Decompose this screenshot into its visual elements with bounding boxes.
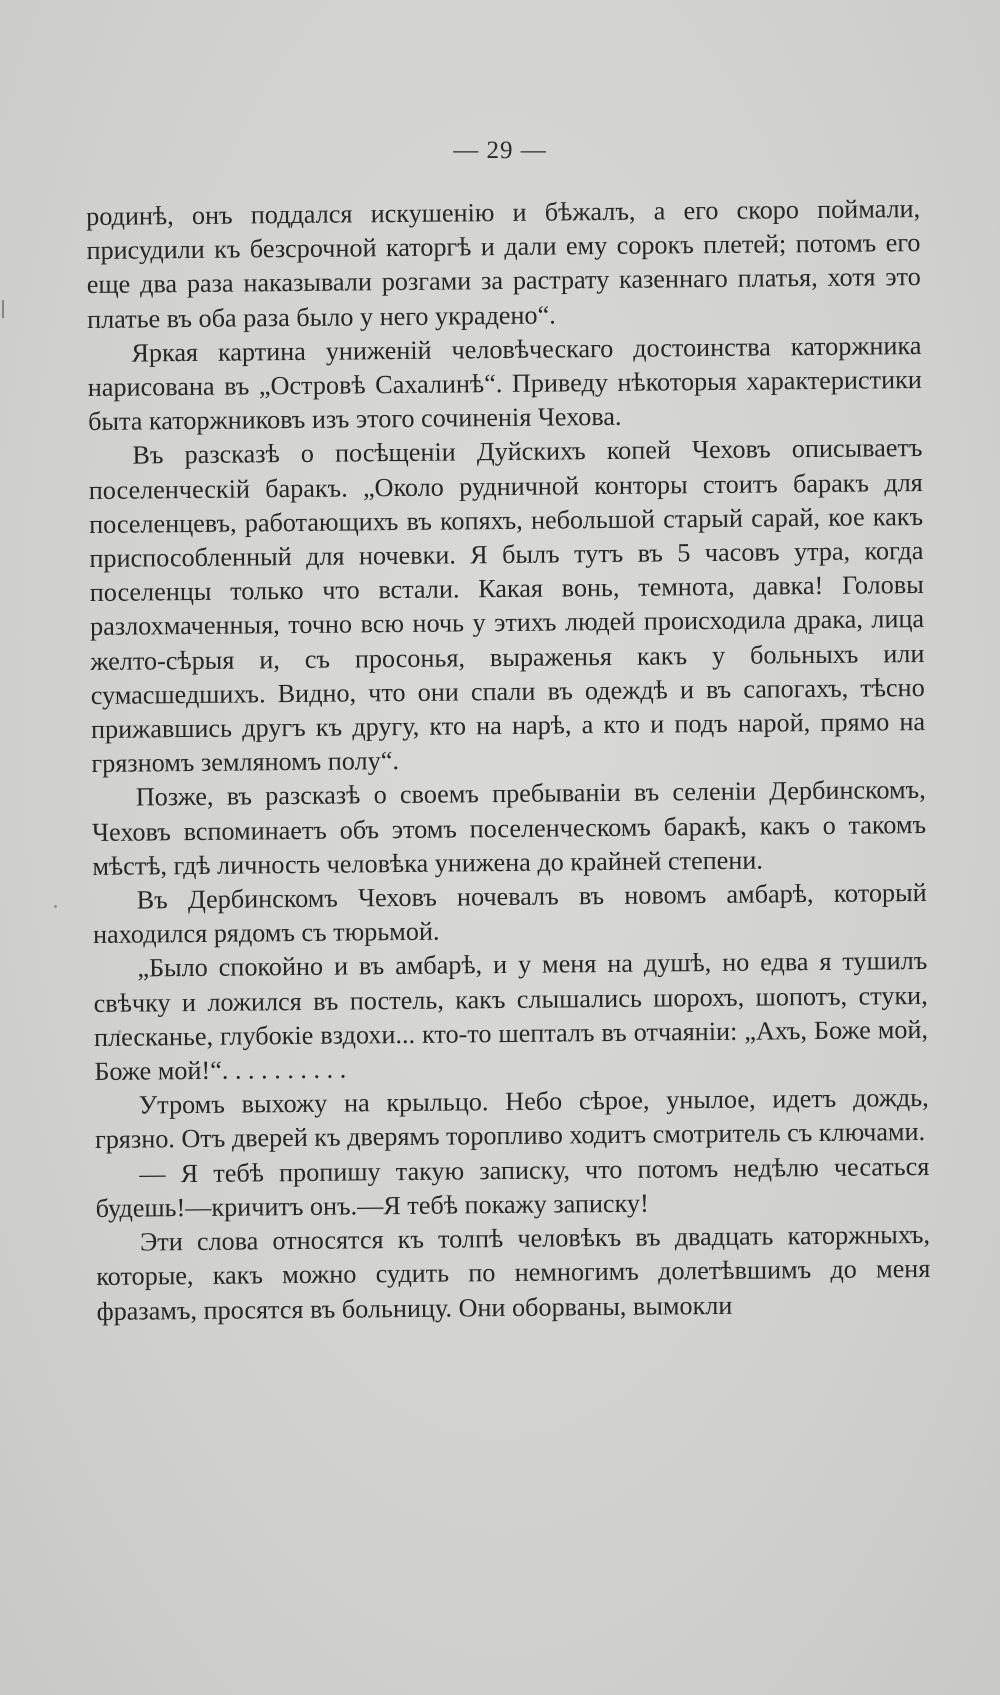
page-number: — 29 — (453, 137, 547, 164)
paragraph: Позже, въ разсказѣ о своемъ пребываніи въ селеніи Дербинскомъ, Чеховъ вспоминаетъ объ этомъ поселенческомъ баракѣ, какъ о такомъ мѣстѣ, гдѣ личность человѣка унижена до крайней степени. (91, 775, 927, 881)
paper-speck (54, 905, 57, 908)
paragraph: „Было спокойно и въ амбарѣ, и у меня на душѣ, но едва я тушилъ свѣчку и ложился въ постель, какъ слышались шорохъ, шопотъ, стуки, плесканье, глубокіе вздохи... кто-то шепталъ въ отчаяніи: „Ахъ, Боже мой, Боже мой!“. . . . . . . . . . (93, 946, 929, 1087)
paragraph: Эти слова относятся къ толпѣ человѣкъ въ двадцать каторжныхъ, которые, какъ можно судить по немногимъ долетѣвшимъ до меня фразамъ, просятся въ больницу. Они оборваны, вымокли (96, 1220, 931, 1326)
margin-mark (2, 300, 4, 318)
paragraph: Утромъ выхожу на крыльцо. Небо сѣрое, унылое, идетъ дождь, грязно. Отъ дверей къ дверямъ торопливо ходитъ смотритель съ ключами. (94, 1083, 929, 1155)
body-text (86, 192, 931, 1329)
paragraph: родинѣ, онъ поддался искушенію и бѣжалъ, а его скоро поймали, присудили къ безсрочной каторгѣ и дали ему сорокъ плетей; потомъ его еще два раза наказывали розгами за растрату казеннаго платья, хотя это платье въ оба раза было у него украдено“. (86, 193, 921, 334)
paragraph: — Я тебѣ пропишу такую записку, что потомъ недѣлю чесаться будешь!—кричитъ онъ.—Я тебѣ покажу записку! (95, 1151, 930, 1223)
paragraph: Въ разсказѣ о посѣщеніи Дуйскихъ копей Чеховъ описываетъ поселенческій баракъ. „Около рудничной конторы стоитъ баракъ для поселенцевъ, работающихъ въ копяхъ, небольшой старый сарай, кое какъ приспособленный для ночевки. Я былъ тутъ въ 5 часовъ утра, когда поселенцы только что встали. Какая вонь, темнота, давка! Головы разлохмаченныя, точно всю ночь у этихъ людей происходила драка, лица желто-сѣрыя и, съ просонья, выраженья какъ у больныхъ или сумасшедшихъ. Видно, что они спали въ одеждѣ и въ сапогахъ, тѣсно прижавшись другъ къ другу, кто на нарѣ, а кто и подъ нарой, прямо на грязномъ земляномъ полу“. (88, 433, 926, 779)
paragraph: Въ Дербинскомъ Чеховъ ночевалъ въ новомъ амбарѣ, который находился рядомъ съ тюрьмой. (92, 878, 927, 950)
paragraph: Яркая картина униженій человѣческаго достоинства каторжника нарисована въ „Островѣ Сахалинѣ“. Приведу нѣкоторыя характеристики быта каторжниковъ изъ этого сочиненія Чехова. (87, 330, 922, 437)
